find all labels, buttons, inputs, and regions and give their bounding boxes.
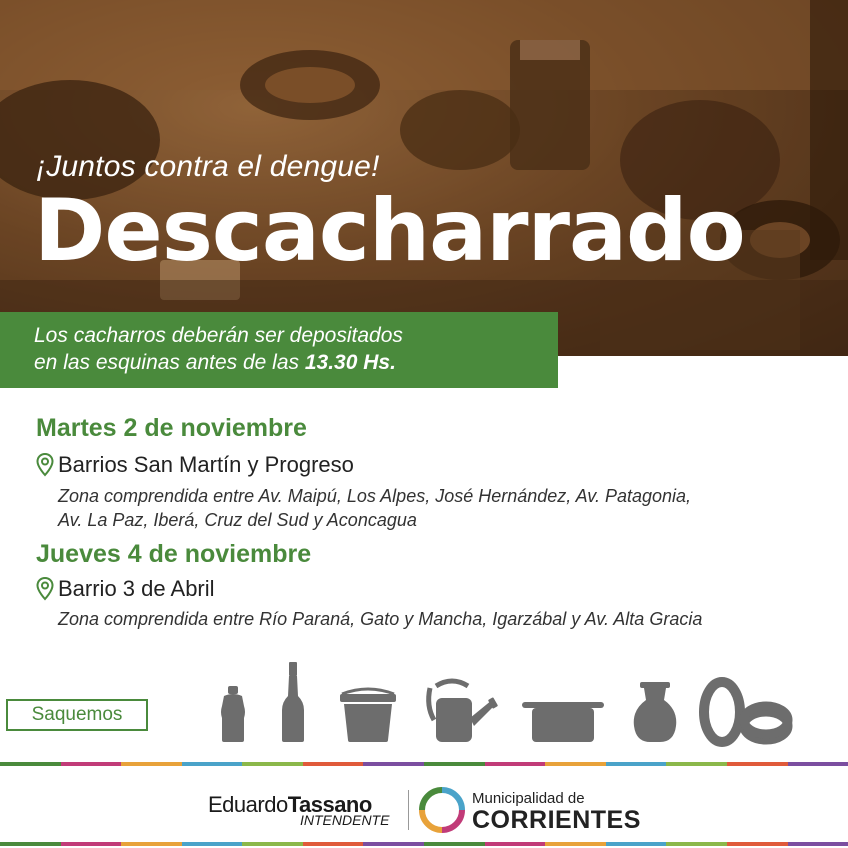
schedule-area-2-label: Barrio 3 de Abril: [58, 576, 215, 601]
tagline: ¡Juntos contra el dengue!: [36, 150, 380, 183]
municipality-logo-icon: [418, 786, 466, 834]
bucket-icon: [340, 689, 396, 742]
schedule-area-1-label: Barrios San Martín y Progreso: [58, 452, 354, 477]
municipality-label: Municipalidad de: [472, 790, 585, 807]
schedule-zone-2-line-1: Zona comprendida entre Río Paraná, Gato y Mancha, Igarzábal y Av. Alta Gracia: [58, 609, 703, 629]
saquemos-label: Saquemos: [6, 699, 148, 731]
deposit-notice-banner: [0, 312, 558, 388]
banner-line-1: Los cacharros deberán ser depositados: [34, 324, 403, 347]
items-icons-row: [200, 656, 800, 748]
mayor-last-name: Tassano: [287, 792, 372, 817]
schedule-zone-1-line-2: Av. La Paz, Iberá, Cruz del Sud y Aconcagua: [58, 510, 417, 530]
mayor-first-name: Eduardo: [208, 792, 288, 817]
schedule-day-2: Jueves 4 de noviembre: [36, 540, 312, 568]
tires-icon: [704, 682, 788, 742]
banner-line-2: [34, 349, 558, 376]
schedule-zone-1: [58, 484, 691, 532]
color-stripe-top: [0, 762, 848, 766]
pot-icon: [522, 702, 604, 742]
municipality-name: CORRIENTES: [472, 806, 641, 834]
schedule-day-1: Martes 2 de noviembre: [36, 414, 307, 442]
schedule-area-2: [36, 576, 215, 602]
footer-divider: [408, 790, 409, 830]
glass-bottle-icon: [282, 662, 304, 742]
banner-line-2-prefix: en las esquinas antes de las: [34, 351, 305, 374]
vase-icon: [634, 682, 677, 742]
schedule-zone-1-line-1: Zona comprendida entre Av. Maipú, Los Alpes, José Hernández, Av. Patagonia,: [58, 486, 692, 506]
plastic-bottle-icon: [221, 686, 245, 742]
watering-can-icon: [429, 681, 498, 742]
schedule-area-1: [36, 452, 354, 478]
color-stripe-bottom: [0, 842, 848, 846]
schedule-zone-2: [58, 607, 702, 631]
location-pin-icon: [36, 577, 54, 601]
banner-time: 13.30 Hs.: [304, 351, 396, 374]
location-pin-icon: [36, 453, 54, 477]
mayor-role: INTENDENTE: [300, 812, 390, 828]
hero-photo: [0, 0, 848, 356]
headline: Descacharrado: [34, 181, 745, 281]
